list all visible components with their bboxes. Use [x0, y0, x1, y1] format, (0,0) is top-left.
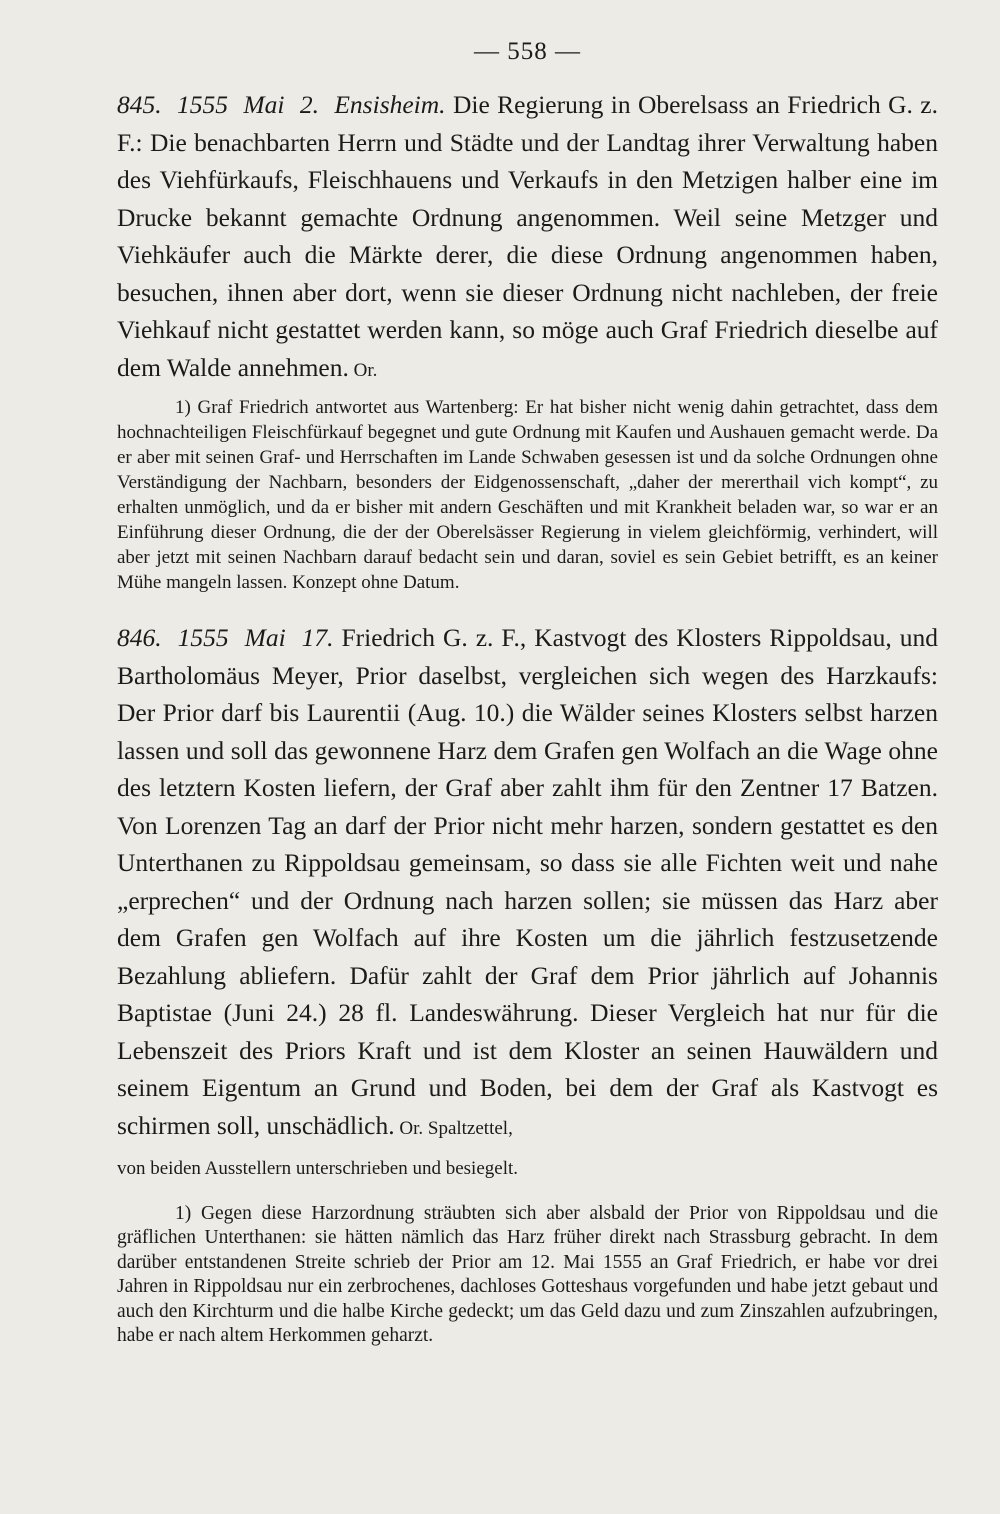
- page-number: — 558 —: [474, 38, 581, 65]
- entry-845-body: Die Regierung in Oberelsass an Friedrich G. z. F.: Die benachbarten Herrn und Städte und der Landtag ihrer Verwaltung haben des Viehfürkaufs, Fleischhauens und Verkaufs in den Metzigen halber eine im Drucke bekannt gemachte Ordnung angenommen. Weil seine Metzger und Viehkäufer auch die Märkte derer, die diese Ordnung angenommen haben, besuchen, ihnen aber dort, wenn sie dieser Ordnung nicht nachleben, der freie Viehkauf nicht gestattet werden kann, so möge auch Graf Friedrich dieselbe auf dem Walde annehmen.: [117, 90, 938, 382]
- entry-846-source: Or. Spaltzettel,: [394, 1117, 513, 1139]
- entry-846-footnote: 1) Gegen diese Harzordnung sträubten sich aber alsbald der Prior von Rippoldsau und die gräflichen Unterthanen: sie hätten nämlich das Harz früher direkt nach Strassburg gebracht. In dem darüber entstandenen Streite schrieb der Prior am 12. Mai 1555 an Graf Friedrich, er habe vor drei Jahren in Rippoldsau nur ein zerbrochenes, dachloses Gotteshaus vorgefunden und habe jetzt gebaut und auch den Kirchturm und die halbe Kirche gedeckt; um das Geld dazu und zum Zinszahlen aufzubringen, habe er nach altem Herkommen geharzt.: [117, 1202, 938, 1346]
- entry-845-heading: 845. 1555 Mai 2. Ensisheim.: [117, 90, 446, 119]
- entry-846-body: Friedrich G. z. F., Kastvogt des Klosters Rippoldsau, und Bartholomäus Meyer, Prior daselbst, vergleichen sich wegen des Harzkaufs: Der Prior darf bis Laurentii (Aug. 10.) die Wälder seines Klosters selbst harzen lassen und soll das gewonnene Harz dem Grafen gen Wolfach an die Wage ohne des letztern Kosten liefern, der Graf aber zahlt ihm für den Zentner 17 Batzen. Von Lorenzen Tag an darf der Prior nicht mehr harzen, sondern gestattet es den Unterthanen zu Rippoldsau gemeinsam, so dass sie alle Fichten weit und nahe „erprechen“ und der Ordnung nach harzen sollen; sie müssen das Harz aber dem Grafen gen Wolfach auf ihre Kosten um die jährlich festzusetzende Bezahlung abliefern. Dafür zahlt der Graf dem Prior jährlich auf Johannis Baptistae (Juni 24.) 28 fl. Landeswährung. Dieser Vergleich hat nur für die Lebenszeit des Priors Kraft und ist dem Kloster an seinen Hauwäldern und seinem Eigentum an Grund und Boden, bei dem der Graf als Kastvogt es schirmen soll, unschädlich.: [117, 623, 939, 1140]
- entry-846: [117, 619, 938, 1188]
- entry-845-source: Or.: [348, 359, 378, 381]
- entry-846-heading: 846. 1555 Mai 17.: [117, 623, 334, 652]
- entry-845: [117, 86, 938, 389]
- entry-846-source-continuation: von beiden Ausstellern unterschrieben und besiegelt.: [117, 1158, 519, 1179]
- entry-845-footnote: 1) Graf Friedrich antwortet aus Wartenberg: Er hat bisher nicht wenig dahin getrachtet, dass dem hochnachteiligen Fleischfürkauf begegnet und gute Ordnung mit Kaufen und Aushauen gemacht werde. Da er aber mit seinen Graf- und Herrschaften im Lande Schwaben gesessen ist und da solche Ordnungen ohne Verständigung der Nachbarn, besonders der Eidgenossenschaft, „daher der mererthail vich kompt“, zu erhalten unmöglich, und da er bisher mit andern Geschäften und mit Krankheit beladen war, so war er an Einführung dieser Ordnung, die der der Oberelsässer Regierung in vielem gleichförmig, verhindert, will aber jetzt mit seinen Nachbarn darauf bedacht sein und daran, soviel es sein Gebiet betrifft, es an keiner Mühe mangeln lassen. Konzept ohne Datum.: [117, 397, 938, 593]
